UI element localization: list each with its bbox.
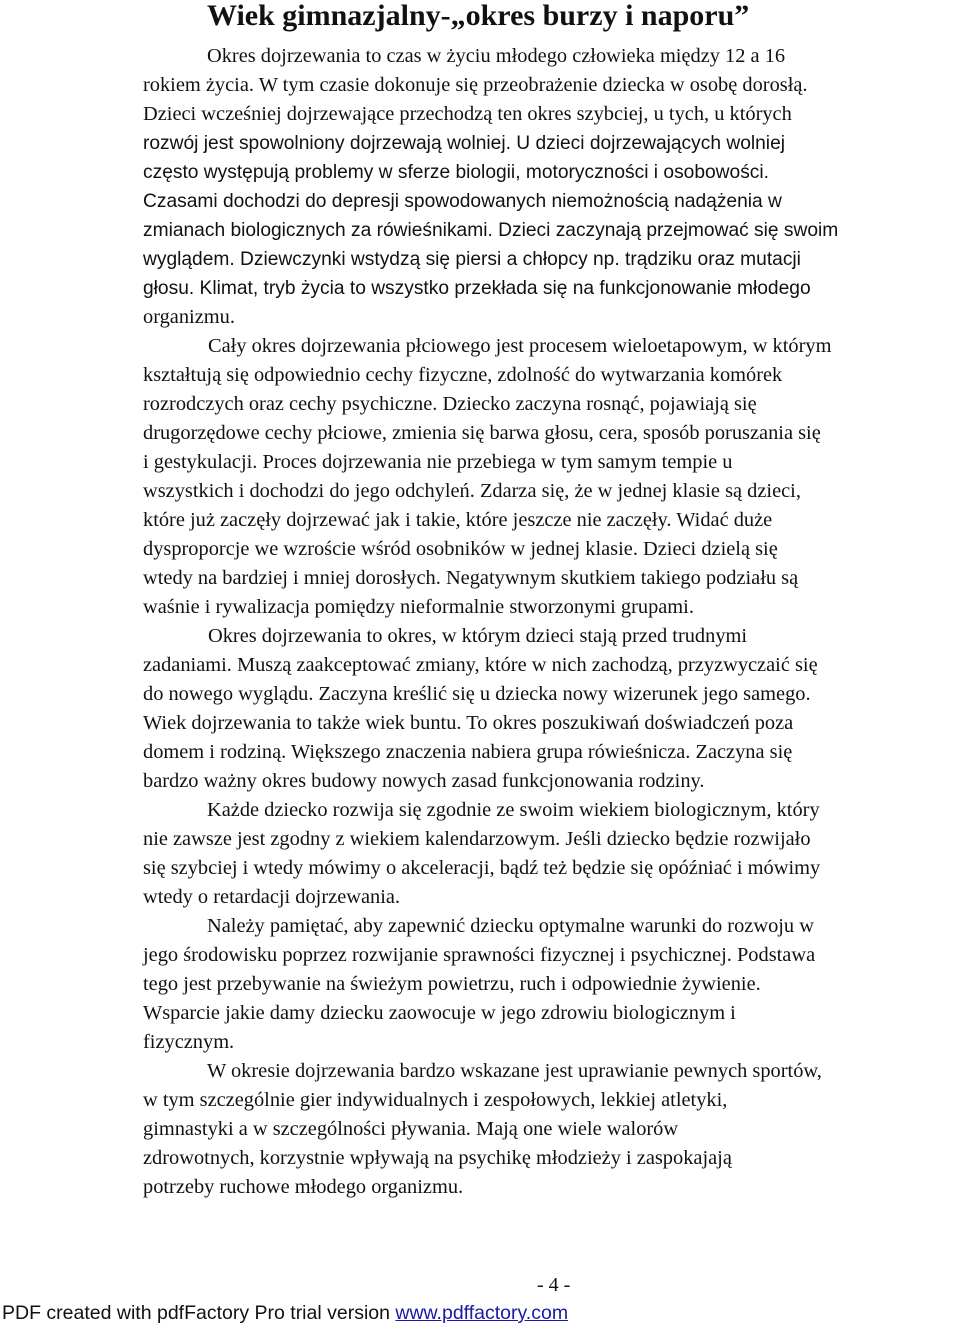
text-line: Wiek dojrzewania to także wiek buntu. To okres poszukiwań doświadczeń poza — [143, 712, 794, 734]
pdf-footer — [2, 1300, 958, 1326]
text-line: rokiem życia. W tym czasie dokonuje się przeobrażenie dziecka w osobę dorosłą. — [143, 74, 808, 96]
text-line: tego jest przebywanie na świeżym powietrzu, ruch i odpowiednie żywienie. — [143, 973, 761, 995]
text-line: wtedy na bardziej i mniej dorosłych. Negatywnym skutkiem takiego podziału są — [143, 567, 799, 589]
text-line: potrzeby ruchowe młodego organizmu. — [143, 1176, 464, 1198]
text-line: wyglądem. Dziewczynki wstydzą się piersi a chłopcy np. trądziku oraz mutacji — [143, 249, 801, 270]
text-line: często występują problemy w sferze biologii, motoryczności i osobowości. — [143, 162, 769, 183]
text-line: w tym szczególnie gier indywidualnych i zespołowych, lekkiej atletyki, — [143, 1089, 728, 1111]
text-line: kształtują się odpowiednio cechy fizyczne, zdolność do wytwarzania komórek — [143, 364, 783, 386]
text-line: organizmu. — [143, 306, 235, 328]
text-line: Wsparcie jakie damy dziecku zaowocuje w jego zdrowiu biologicznym i — [143, 1002, 736, 1024]
text-line: zadaniami. Muszą zaakceptować zmiany, które w nich zachodzą, przyzwyczaić się — [143, 654, 818, 676]
text-line: Należy pamiętać, aby zapewnić dziecku optymalne warunki do rozwoju w — [207, 915, 814, 937]
text-line: wtedy o retardacji dojrzewania. — [143, 886, 401, 908]
text-line: waśnie i rywalizacja pomiędzy nieformalnie stworzonymi grupami. — [143, 596, 694, 618]
text-line: Cały okres dojrzewania płciowego jest procesem wieloetapowym, w którym — [208, 335, 832, 357]
text-line: Okres dojrzewania to czas w życiu młodego człowieka między 12 a 16 — [207, 45, 786, 67]
page-number: - 4 - — [537, 1274, 571, 1296]
text-line: rozwój jest spowolniony dojrzewają wolniej. U dzieci dojrzewających wolniej — [143, 133, 786, 154]
text-line: które już zaczęły dojrzewać jak i takie, które jeszcze nie zaczęły. Widać duże — [143, 509, 773, 531]
text-line: gimnastyki a w szczególności pływania. Mają one wiele walorów — [143, 1118, 679, 1140]
text-line: zmianach biologicznych za rówieśnikami. Dzieci zaczynają przejmować się swoim — [143, 220, 839, 241]
text-line: jego środowisku poprzez rozwijanie sprawności fizycznej i psychicznej. Podstawa — [143, 944, 816, 966]
text-line: nie zawsze jest zgodny z wiekiem kalendarzowym. Jeśli dziecko będzie rozwijało — [143, 828, 811, 850]
text-line: fizycznym. — [143, 1031, 235, 1053]
text-line: Każde dziecko rozwija się zgodnie ze swoim wiekiem biologicznym, który — [207, 799, 820, 821]
text-line: W okresie dojrzewania bardzo wskazane jest uprawianie pewnych sportów, — [207, 1060, 822, 1082]
text-line: bardzo ważny okres budowy nowych zasad funkcjonowania rodziny. — [143, 770, 705, 792]
text-line: Czasami dochodzi do depresji spowodowanych niemożnością nadążenia w — [143, 191, 782, 212]
text-line: domem i rodziną. Większego znaczenia nabiera grupa rówieśnicza. Zaczyna się — [143, 741, 793, 763]
text-line: głosu. Klimat, tryb życia to wszystko przekłada się na funkcjonowanie młodego — [143, 278, 811, 299]
text-line: wszystkich i dochodzi do jego odchyleń. Zdarza się, że w jednej klasie są dzieci, — [143, 480, 801, 502]
text-line: Okres dojrzewania to okres, w którym dzieci stają przed trudnymi — [208, 625, 748, 647]
footer-text: PDF created with pdfFactory Pro trial version — [2, 1302, 396, 1324]
text-line: dysproporcje we wzroście wśród osobników w jednej klasie. Dzieci dzielą się — [143, 538, 778, 560]
footer-link[interactable]: www.pdffactory.com — [395, 1302, 569, 1324]
document-title: Wiek gimnazjalny-„okres burzy i naporu” — [207, 0, 750, 32]
text-line: rozrodczych oraz cechy psychiczne. Dziecko zaczyna rosnąć, pojawiają się — [143, 393, 757, 415]
text-line: do nowego wyglądu. Zaczyna kreślić się u dziecka nowy wizerunek jego samego. — [143, 683, 811, 705]
text-line: zdrowotnych, korzystnie wpływają na psychikę młodzieży i zaspokajają — [143, 1147, 732, 1169]
text-line: Dzieci wcześniej dojrzewające przechodzą ten okres szybciej, u tych, u których — [143, 103, 792, 125]
text-line: drugorzędowe cechy płciowe, zmienia się barwa głosu, cera, sposób poruszania się — [143, 422, 821, 444]
text-line: się szybciej i wtedy mówimy o akceleracji, bądź też będzie się opóźniać i mówimy — [143, 857, 821, 879]
text-line: i gestykulacji. Proces dojrzewania nie przebiega w tym samym tempie u — [143, 451, 733, 473]
